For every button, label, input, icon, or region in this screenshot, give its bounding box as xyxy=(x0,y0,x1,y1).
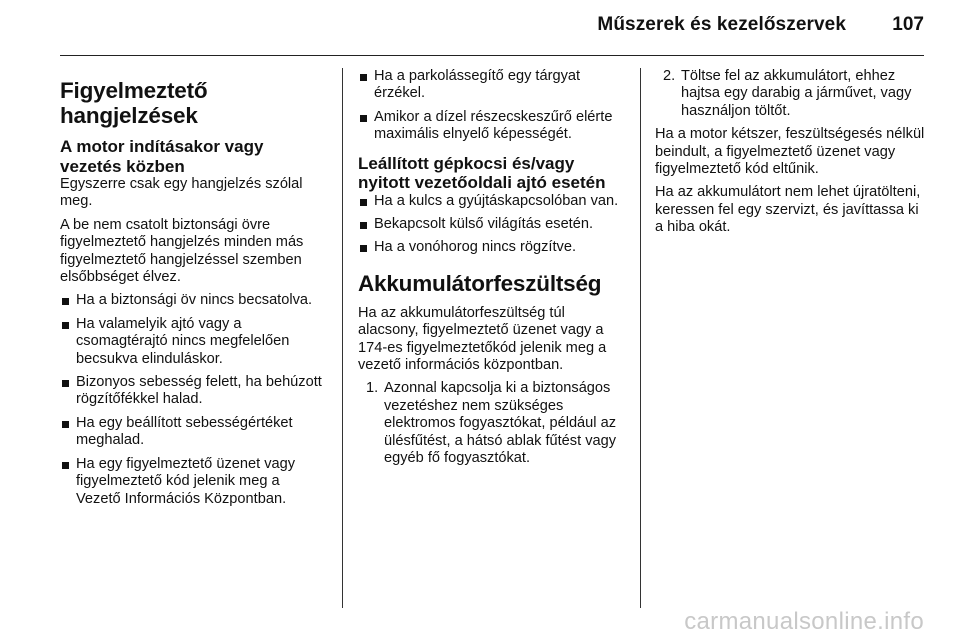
list-item xyxy=(358,68,626,103)
paragraph: Egyszerre csak egy hangjelzés szólal meg. xyxy=(60,176,303,210)
column-2 xyxy=(358,68,626,474)
bullet-square-icon xyxy=(360,199,367,206)
list-item xyxy=(60,456,328,508)
list-item-text: Bekapcsolt külső világítás esetén. xyxy=(374,216,594,233)
bullet-square-icon xyxy=(360,222,367,229)
list-item xyxy=(60,374,328,409)
bullet-square-icon xyxy=(62,322,69,329)
list-item-text: Ha a vonóhorog nincs rögzítve. xyxy=(374,239,576,256)
subsection-heading: Leállított gépkocsi és/vagy nyitott vezetőoldali ajtó esetén xyxy=(358,153,606,193)
subsection-heading: A motor indításakor vagy vezetés közben xyxy=(60,137,264,176)
list-item-text: Ha egy beállított sebességértéket meghalad. xyxy=(76,414,293,449)
column-3 xyxy=(655,68,925,243)
bullet-square-icon xyxy=(62,298,69,305)
list-item-text: Bizonyos sebesség felett, ha behúzott rögzítőfékkel halad. xyxy=(76,374,322,408)
list-item-text: Ha a parkolássegítő egy tárgyat érzékel. xyxy=(374,68,581,102)
paragraph: Ha a motor kétszer, feszültségesés nélkül beindult, a figyelmeztető üzenet vagy figyelmeztető kód eltűnik. xyxy=(655,126,925,178)
bullet-list xyxy=(60,292,328,507)
list-item xyxy=(60,292,328,309)
header-divider xyxy=(60,55,924,56)
paragraph: A be nem csatolt biztonsági övre figyelmeztető hangjelzés minden más figyelmeztető hangjelzéssel szemben elsőbbséget élvez. xyxy=(60,216,304,286)
bullet-list xyxy=(358,193,626,257)
bullet-list xyxy=(358,68,626,144)
section-heading: Figyelmeztető hangjelzések xyxy=(60,78,208,128)
list-item xyxy=(358,216,626,233)
list-item xyxy=(60,316,328,368)
list-item-text: Ha a biztonsági öv nincs becsatolva. xyxy=(76,292,313,309)
list-item-text: Ha egy figyelmeztető üzenet vagy figyelmeztető kód jelenik meg a Vezető Információs Központban. xyxy=(76,455,296,507)
header-title: Műszerek és kezelőszervek xyxy=(597,14,846,35)
numbered-list xyxy=(358,380,626,467)
watermark: carmanualsonline.info xyxy=(684,608,924,635)
bullet-square-icon xyxy=(360,74,367,81)
bullet-square-icon xyxy=(62,462,69,469)
numbered-list xyxy=(655,68,925,120)
section-heading: Akkumulátorfeszültség xyxy=(358,270,602,296)
list-item xyxy=(358,239,626,256)
column-divider xyxy=(640,68,641,608)
list-item-text: Ha a kulcs a gyújtáskapcsolóban van. xyxy=(374,192,619,209)
bullet-square-icon xyxy=(62,421,69,428)
list-item-text: Ha valamelyik ajtó vagy a csomagtérajtó nincs megfelelően becsukva elinduláskor. xyxy=(76,315,290,367)
bullet-square-icon xyxy=(360,245,367,252)
column-1 xyxy=(60,68,328,514)
list-item xyxy=(655,68,925,120)
step-number: 1. xyxy=(366,380,379,397)
list-item-text: Amikor a dízel részecskeszűrő elérte maximális elnyelő képességét. xyxy=(374,108,613,143)
column-divider xyxy=(342,68,343,608)
list-item-text: Azonnal kapcsolja ki a biztonságos vezetéshez nem szükséges elektromos fogyasztókat, például az ülésfűtést, a hátsó ablak fűtést vagy egyéb fő fogyasztókat. xyxy=(384,380,617,467)
bullet-square-icon xyxy=(62,380,69,387)
list-item xyxy=(60,415,328,450)
bullet-square-icon xyxy=(360,115,367,122)
paragraph: Ha az akkumulátort nem lehet újratölteni, keressen fel egy szervizt, és javíttassa ki a hiba okát. xyxy=(655,184,921,236)
paragraph: Ha az akkumulátorfeszültség túl alacsony, figyelmeztető üzenet vagy a 174-es figyelmeztetőkód jelenik meg a vezető információs központban. xyxy=(358,304,607,374)
page-number: 107 xyxy=(892,14,924,35)
list-item-text: Töltse fel az akkumulátort, ehhez hajtsa egy darabig a járművet, vagy használjon töltőt. xyxy=(681,68,912,119)
list-item xyxy=(358,193,626,210)
list-item xyxy=(358,380,626,467)
list-item xyxy=(358,109,626,144)
step-number: 2. xyxy=(663,68,676,84)
